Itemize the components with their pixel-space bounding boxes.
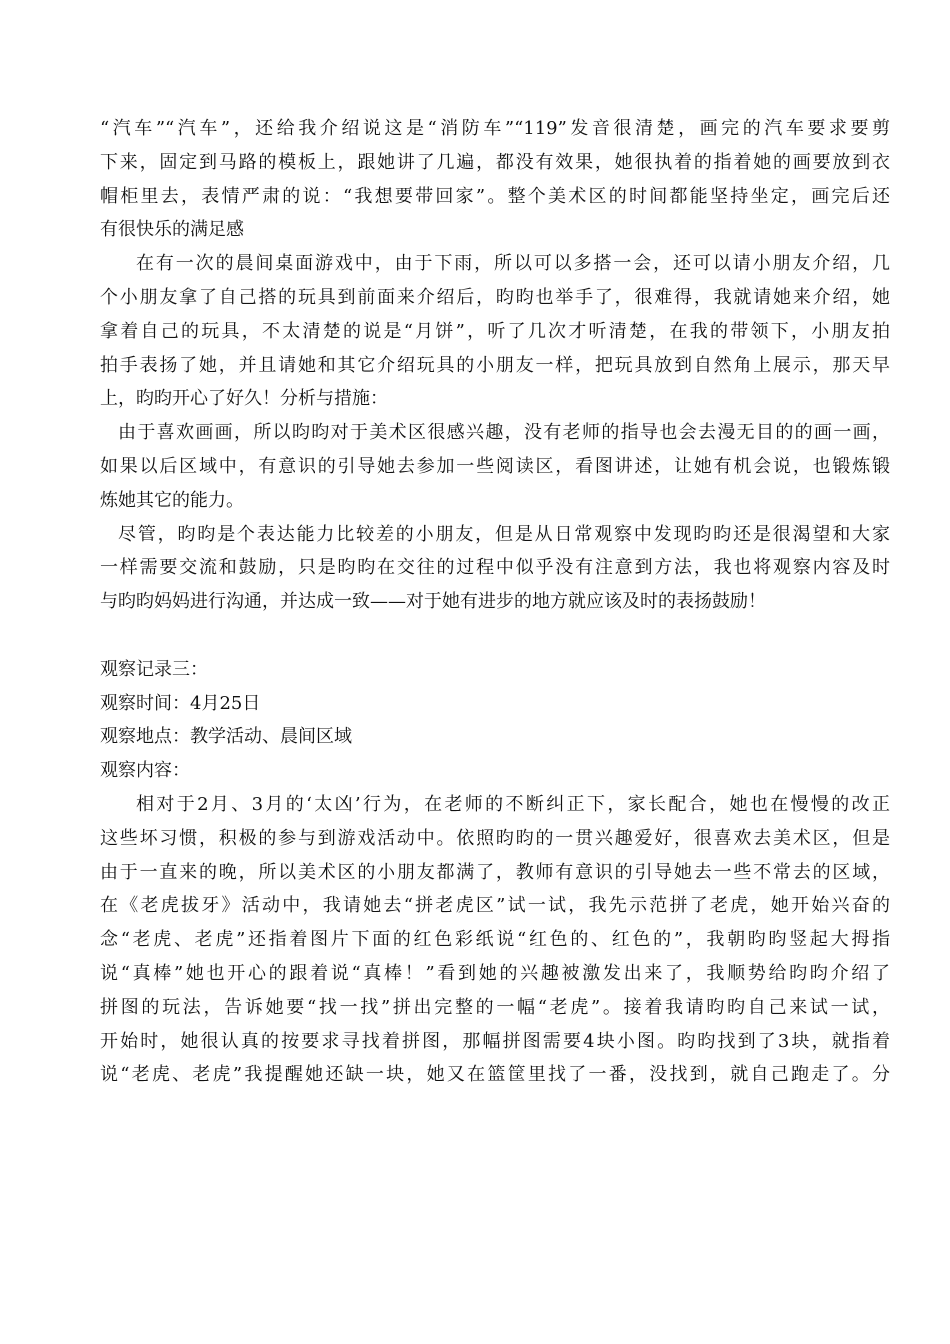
- text-line: 说“老虎、老虎”我提醒她还缺一块，她又在篮筐里找了一番，没找到，就自己跑走了。分: [100, 1064, 890, 1086]
- text-line: 开始时，她很认真的按要求寻找着拼图，那幅拼图需要4块小图。昀昀找到了3块，就指着: [100, 1030, 890, 1052]
- text-line: 念“老虎、老虎”还指着图片下面的红色彩纸说“红色的、红色的”，我朝昀昀竖起大拇指: [100, 929, 890, 951]
- record-time: 观察时间：4月25日: [100, 692, 261, 714]
- paragraph-3: [100, 416, 890, 517]
- text-line: 有很快乐的满足感: [100, 219, 244, 241]
- text-line: 帽柜里去，表情严肃的说：“我想要带回家”。整个美术区的时间都能坚持坐定，画完后还: [100, 185, 890, 207]
- text-line: 在有一次的晨间桌面游戏中，由于下雨，所以可以多搭一会，还可以请小朋友介绍，几: [136, 253, 890, 275]
- record-heading: 观察记录三：: [100, 658, 208, 680]
- text-line: 拿着自己的玩具，不太清楚的说是“月饼”，听了几次才听清楚，在我的带领下，小朋友拍: [100, 320, 890, 342]
- text-line: 相对于2月、3月的‘太凶’行为，在老师的不断纠正下，家长配合，她也在慢慢的改正: [136, 793, 890, 815]
- text-line: 拼图的玩法，告诉她要“找一找”拼出完整的一幅“老虎”。接着我请昀昀自己来试一试，: [100, 996, 890, 1018]
- text-line: 拍手表扬了她，并且请她和其它介绍玩具的小朋友一样，把玩具放到自然角上展示，那天早: [100, 354, 890, 376]
- text-line: 尽管，昀昀是个表达能力比较差的小朋友，但是从日常观察中发现昀昀还是很渴望和大家: [118, 523, 890, 545]
- paragraph-1: [100, 112, 890, 247]
- text-line: 在《老虎拔牙》活动中，我请她去“拼老虎区”试一试，我先示范拼了老虎，她开始兴奋的: [100, 895, 890, 917]
- text-line: “汽车”“汽车”，还给我介绍说这是“消防车”“119”发音很清楚，画完的汽车要求要剪: [100, 118, 890, 139]
- record-content-label: 观察内容：: [100, 760, 190, 782]
- observation-record-header: [100, 653, 890, 788]
- text-line: 与昀昀妈妈进行沟通，并达成一致——对于她有进步的地方就应该及时的表扬鼓励！: [100, 591, 766, 613]
- text-line: 由于一直来的晚，所以美术区的小朋友都满了，教师有意识的引导她去一些不常去的区域，: [100, 861, 890, 883]
- text-line: 下来，固定到马路的模板上，跟她讲了几遍，都没有效果，她很执着的指着她的画要放到衣: [100, 151, 890, 173]
- text-line: 一样需要交流和鼓励，只是昀昀在交往的过程中似乎没有注意到方法，我也将观察内容及时: [100, 557, 890, 579]
- text-line: 上，昀昀开心了好久！分析与措施：: [100, 388, 388, 410]
- text-line: 由于喜欢画画，所以昀昀对于美术区很感兴趣，没有老师的指导也会去漫无目的的画一画，: [118, 422, 890, 444]
- text-line: 这些坏习惯，积极的参与到游戏活动中。依照昀昀的一贯兴趣爱好，很喜欢去美术区，但是: [100, 827, 890, 849]
- blank-line: [100, 619, 890, 653]
- paragraph-2: [100, 247, 890, 416]
- text-line: 说“真棒”她也开心的跟着说“真棒！”看到她的兴趣被激发出来了，我顺势给昀昀介绍了: [100, 962, 890, 984]
- record-body: [100, 788, 890, 1092]
- text-line: 如果以后区域中，有意识的引导她去参加一些阅读区，看图讲述，让她有机会说，也锻炼锻: [100, 455, 890, 477]
- text-line: 个小朋友拿了自己搭的玩具到前面来介绍后，昀昀也举手了，很难得，我就请她来介绍，她: [100, 286, 890, 308]
- document-body: [100, 112, 890, 1092]
- record-place: 观察地点：教学活动、晨间区域: [100, 726, 352, 748]
- text-line: 炼她其它的能力。: [100, 489, 244, 511]
- paragraph-4: [100, 518, 890, 619]
